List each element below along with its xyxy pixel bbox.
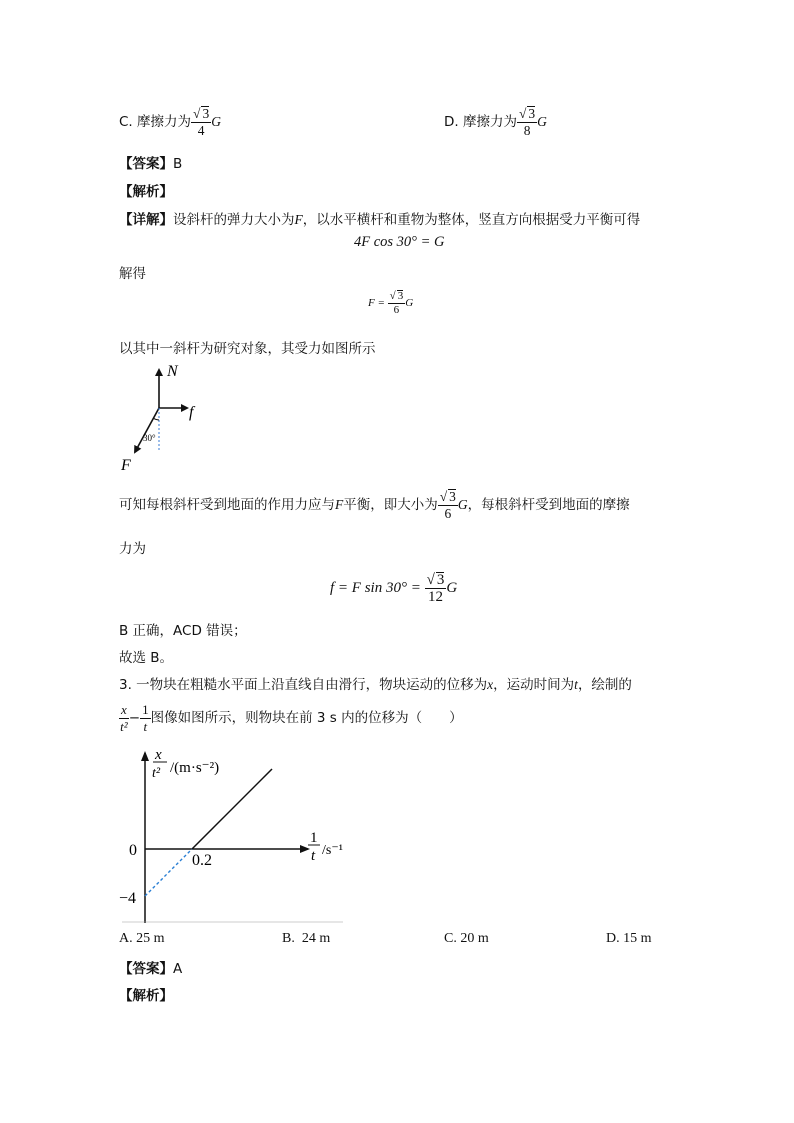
xt-graph bbox=[110, 745, 350, 930]
option-b[interactable]: B. 24 m bbox=[282, 931, 331, 946]
origin-label: 0 bbox=[129, 842, 137, 859]
option-d-fraction: $\frac{√ 3}{8}$ bbox=[518, 105, 536, 138]
q2-answer: 【答案】B bbox=[119, 156, 183, 172]
q2-detail-line1: 【详解】设斜杆的弹力大小为F，以水平横杆和重物为整体，竖直方向根据受力平衡可得 bbox=[119, 212, 641, 228]
option-c-q3[interactable]: C. 20 m bbox=[444, 931, 489, 946]
q2-analysis-tag: 【解析】 bbox=[119, 184, 173, 200]
option-a[interactable]: A. 25 m bbox=[119, 931, 165, 946]
solve-label: 解得 bbox=[119, 266, 146, 282]
q3-stem-line1: 3. 一物块在粗糙水平面上沿直线自由滑行，物块运动的位移为x，运动时间为t，绘制的 bbox=[119, 677, 632, 693]
x-label-den: t bbox=[311, 848, 316, 864]
friction-line: 力为 bbox=[119, 541, 146, 557]
y-label-den: t² bbox=[152, 766, 161, 781]
y-tick-label: −4 bbox=[119, 890, 137, 907]
option-d-q3[interactable]: D. 15 m bbox=[606, 931, 652, 946]
graph-line-solid bbox=[192, 769, 272, 849]
equation-f-result: F = $\frac{√ 3}{6}$ G bbox=[368, 290, 414, 316]
force-diagram bbox=[115, 360, 215, 475]
equation-friction: f = F sin 30° = $\frac{√ 3}{12}$ G bbox=[330, 572, 458, 606]
q3-analysis-tag: 【解析】 bbox=[119, 988, 173, 1004]
x-label-unit: /s⁻¹ bbox=[322, 843, 343, 858]
rod-force-arrow bbox=[135, 408, 159, 452]
option-d: D. 摩擦力为 $\frac{√ 3}{8}$ G bbox=[444, 105, 547, 138]
conclusion-line2: 故选 B。 bbox=[119, 650, 174, 666]
angle-arc bbox=[153, 418, 159, 420]
conclusion-line1: B 正确，ACD 错误； bbox=[119, 623, 247, 639]
graph-line-dashed bbox=[145, 849, 192, 896]
study-object-line: 以其中一斜杆为研究对象，其受力如图所示 bbox=[119, 341, 376, 357]
q3-answer: 【答案】A bbox=[119, 961, 183, 977]
equation-4fcos30: 4F cos 30° = G bbox=[354, 234, 445, 250]
label-f-small: f bbox=[189, 404, 194, 421]
option-c-label: C. 摩擦力为 bbox=[119, 114, 192, 130]
q3-stem-line2: $\frac{x}{\text{t²}}$ − $\frac{1}{t}$ 图像如图所示，则物块在前 3 s 内的位移为（ ） bbox=[120, 701, 463, 734]
option-d-label: D. 摩擦力为 bbox=[444, 114, 517, 130]
y-label-unit: /(m·s⁻²) bbox=[170, 760, 220, 776]
label-angle: 30° bbox=[143, 433, 156, 443]
option-c: C. 摩擦力为 $\frac{√ 3}{4}$ G bbox=[119, 105, 221, 138]
y-label-num: x bbox=[155, 747, 162, 763]
x-label-num: 1 bbox=[310, 830, 318, 846]
option-c-fraction: $\frac{√ 3}{4}$ bbox=[193, 105, 210, 138]
balance-line: 可知每根斜杆受到地面的作用力应与F平衡，即大小为 $\frac{√ 3}{6}$ G，每根斜杆受到地面的摩擦 bbox=[119, 488, 630, 521]
label-f-big: F bbox=[121, 457, 131, 474]
x-tick-label: 0.2 bbox=[192, 852, 212, 869]
label-n: N bbox=[167, 363, 178, 380]
